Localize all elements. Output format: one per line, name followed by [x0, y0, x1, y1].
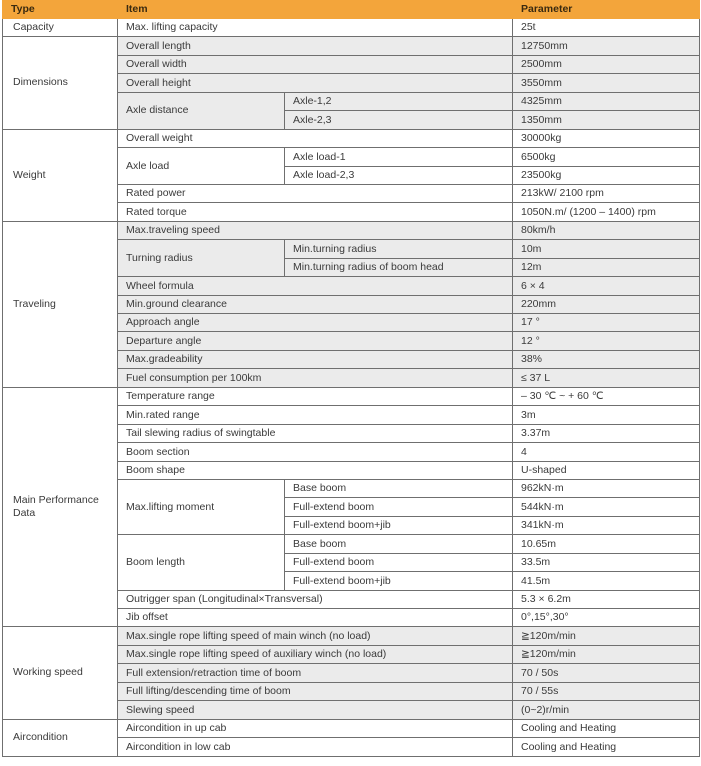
item-label: Full extension/retraction time of boom — [118, 664, 513, 682]
item-value: 33.5m — [513, 553, 700, 571]
item-value: 38% — [513, 350, 700, 368]
item-label: Approach angle — [118, 314, 513, 332]
item-label: Max.single rope lifting speed of auxiliary winch (no load) — [118, 645, 513, 663]
item-label: Fuel consumption per 100km — [118, 369, 513, 387]
item-value: 6500kg — [513, 148, 700, 166]
item-value: ≤ 37 L — [513, 369, 700, 387]
item-value: (0~2)r/min — [513, 701, 700, 719]
header-type: Type — [3, 1, 118, 19]
item-value: 341kN·m — [513, 516, 700, 534]
table-header-row — [3, 1, 700, 19]
type-dimensions: Dimensions — [3, 37, 118, 129]
item-label: Rated torque — [118, 203, 513, 221]
sub-item-label: Full-extend boom — [285, 553, 513, 571]
item-value: 12750mm — [513, 37, 700, 55]
header-parameter: Parameter — [513, 1, 700, 19]
table-row — [3, 627, 700, 645]
item-value: 4325mm — [513, 92, 700, 110]
item-label: Boom shape — [118, 461, 513, 479]
table-row — [3, 719, 700, 737]
item-value: 25t — [513, 19, 700, 37]
sub-item-label: Full-extend boom+jib — [285, 572, 513, 590]
table-row — [3, 387, 700, 405]
item-value: ≧120m/min — [513, 645, 700, 663]
sub-item-label: Axle load-2,3 — [285, 166, 513, 184]
item-value: 0°,15°,30° — [513, 609, 700, 627]
item-value: 962kN·m — [513, 479, 700, 497]
item-value: 70 / 55s — [513, 682, 700, 700]
item-label: Jib offset — [118, 609, 513, 627]
item-value: 5.3 × 6.2m — [513, 590, 700, 608]
item-label: Overall width — [118, 55, 513, 73]
sub-item-label: Min.turning radius — [285, 240, 513, 258]
item-value: 544kN·m — [513, 498, 700, 516]
item-value: 17 ° — [513, 314, 700, 332]
item-label: Wheel formula — [118, 277, 513, 295]
sub-item-label: Base boom — [285, 479, 513, 497]
item-label: Max.traveling speed — [118, 221, 513, 239]
item-label: Temperature range — [118, 387, 513, 405]
item-value: 3m — [513, 406, 700, 424]
item-label: Overall weight — [118, 129, 513, 147]
item-value: 12m — [513, 258, 700, 276]
sub-item-label: Axle-1,2 — [285, 92, 513, 110]
item-label: Aircondition in up cab — [118, 719, 513, 737]
item-label: Boom length — [118, 535, 285, 590]
item-label: Overall length — [118, 37, 513, 55]
item-label: Aircondition in low cab — [118, 738, 513, 756]
item-label: Tail slewing radius of swingtable — [118, 424, 513, 442]
item-value: 10m — [513, 240, 700, 258]
item-label: Axle load — [118, 148, 285, 185]
item-label: Max. lifting capacity — [118, 19, 513, 37]
table-row — [3, 37, 700, 55]
sub-item-label: Full-extend boom — [285, 498, 513, 516]
item-label: Rated power — [118, 184, 513, 202]
sub-item-label: Base boom — [285, 535, 513, 553]
item-label: Departure angle — [118, 332, 513, 350]
item-value: 30000kg — [513, 129, 700, 147]
sub-item-label: Axle load-1 — [285, 148, 513, 166]
type-main-performance: Main Performance Data — [3, 387, 118, 627]
item-label: Axle distance — [118, 92, 285, 129]
type-traveling: Traveling — [3, 221, 118, 387]
item-label: Max.gradeability — [118, 350, 513, 368]
sub-item-label: Full-extend boom+jib — [285, 516, 513, 534]
item-label: Turning radius — [118, 240, 285, 277]
type-aircondition: Aircondition — [3, 719, 118, 756]
item-value: 6 × 4 — [513, 277, 700, 295]
item-label: Overall height — [118, 74, 513, 92]
item-value: 4 — [513, 443, 700, 461]
item-value: 2500mm — [513, 55, 700, 73]
table-row — [3, 221, 700, 239]
item-label: Min.ground clearance — [118, 295, 513, 313]
header-item: Item — [118, 1, 513, 19]
item-label: Max.lifting moment — [118, 479, 285, 534]
item-value: 12 ° — [513, 332, 700, 350]
spec-table — [2, 0, 700, 757]
item-label: Full lifting/descending time of boom — [118, 682, 513, 700]
type-weight: Weight — [3, 129, 118, 221]
item-value: U-shaped — [513, 461, 700, 479]
table-row — [3, 19, 700, 37]
type-capacity: Capacity — [3, 19, 118, 37]
item-value: 10.65m — [513, 535, 700, 553]
item-label: Slewing speed — [118, 701, 513, 719]
item-label: Outrigger span (Longitudinal×Transversal) — [118, 590, 513, 608]
type-working-speed: Working speed — [3, 627, 118, 719]
sub-item-label: Axle-2,3 — [285, 111, 513, 129]
item-value: ≧120m/min — [513, 627, 700, 645]
item-value: 80km/h — [513, 221, 700, 239]
item-label: Boom section — [118, 443, 513, 461]
item-value: 1050N.m/ (1200 – 1400) rpm — [513, 203, 700, 221]
item-value: 23500kg — [513, 166, 700, 184]
item-label: Max.single rope lifting speed of main winch (no load) — [118, 627, 513, 645]
item-value: Cooling and Heating — [513, 738, 700, 756]
item-value: 3550mm — [513, 74, 700, 92]
table-row — [3, 129, 700, 147]
item-value: 213kW/ 2100 rpm — [513, 184, 700, 202]
item-value: 220mm — [513, 295, 700, 313]
item-value: 70 / 50s — [513, 664, 700, 682]
item-value: – 30 ℃ ~ + 60 ℃ — [513, 387, 700, 405]
item-label: Min.rated range — [118, 406, 513, 424]
item-value: Cooling and Heating — [513, 719, 700, 737]
item-value: 3.37m — [513, 424, 700, 442]
sub-item-label: Min.turning radius of boom head — [285, 258, 513, 276]
item-value: 41.5m — [513, 572, 700, 590]
item-value: 1350mm — [513, 111, 700, 129]
